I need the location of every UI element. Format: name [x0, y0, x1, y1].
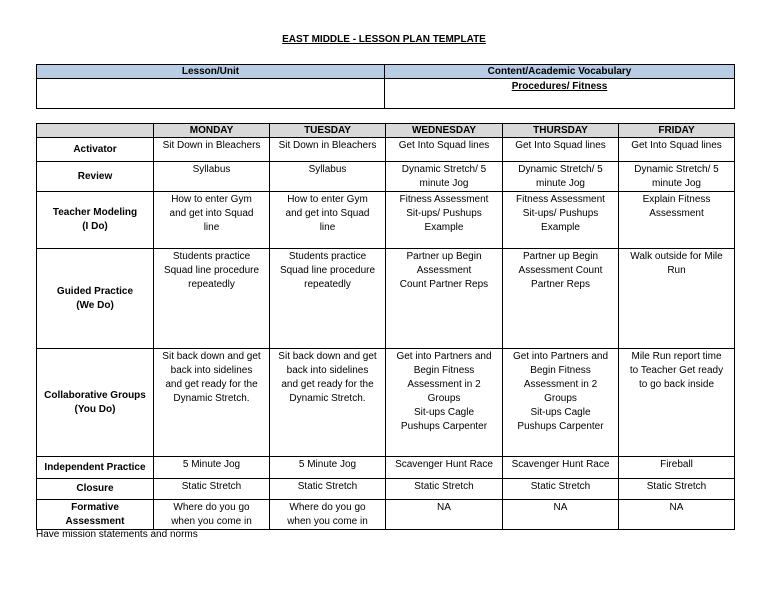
- plan-cell: NA: [619, 500, 735, 530]
- plan-cell: Get into Partners and Begin Fitness Assessment in 2 Groups Sit-ups Cagle Pushups Carpenter: [386, 349, 503, 457]
- plan-cell: Static Stretch: [154, 479, 270, 500]
- day-header-monday: MONDAY: [154, 124, 270, 138]
- plan-cell: Sit Down in Bleachers: [270, 138, 386, 162]
- row-independent-practice: [37, 457, 735, 479]
- plan-cell: Sit Down in Bleachers: [154, 138, 270, 162]
- plan-cell: NA: [503, 500, 619, 530]
- day-header-thursday: THURSDAY: [503, 124, 619, 138]
- plan-cell: Fireball: [619, 457, 735, 479]
- plan-cell: Get Into Squad lines: [386, 138, 503, 162]
- plan-cell: Sit back down and get back into sidelines and get ready for the Dynamic Stretch.: [154, 349, 270, 457]
- day-header-tuesday: TUESDAY: [270, 124, 386, 138]
- row-formative-assessment: [37, 500, 735, 530]
- corner-cell: [37, 124, 154, 138]
- plan-cell: Dynamic Stretch/ 5 minute Jog: [503, 162, 619, 192]
- document-title: EAST MIDDLE - LESSON PLAN TEMPLATE: [282, 34, 486, 45]
- plan-cell: Students practice Squad line procedure repeatedly: [270, 249, 386, 349]
- weekly-plan-table: [36, 123, 735, 530]
- plan-cell: Mile Run report time to Teacher Get ready to go back inside: [619, 349, 735, 457]
- footer-note: Have mission statements and norms: [36, 529, 198, 540]
- vocabulary-cell: [385, 79, 735, 109]
- plan-cell: Dynamic Stretch/ 5 minute Jog: [619, 162, 735, 192]
- plan-cell: Get into Partners and Begin Fitness Assessment in 2 Groups Sit-ups Cagle Pushups Carpenter: [503, 349, 619, 457]
- plan-cell: Scavenger Hunt Race: [503, 457, 619, 479]
- row-label: Teacher Modeling (I Do): [37, 192, 154, 249]
- plan-cell: Get Into Squad lines: [503, 138, 619, 162]
- plan-cell: Static Stretch: [386, 479, 503, 500]
- vocabulary-value: Procedures/ Fitness: [511, 81, 608, 92]
- day-header-friday: FRIDAY: [619, 124, 735, 138]
- row-guided-practice: [37, 249, 735, 349]
- plan-cell: Partner up Begin Assessment Count Partner Reps: [386, 249, 503, 349]
- row-closure: [37, 479, 735, 500]
- vocabulary-header: Content/Academic Vocabulary: [385, 65, 735, 79]
- row-teacher-modeling: [37, 192, 735, 249]
- plan-cell: Static Stretch: [503, 479, 619, 500]
- plan-cell: Static Stretch: [619, 479, 735, 500]
- plan-cell: How to enter Gym and get into Squad line: [154, 192, 270, 249]
- lesson-unit-header: Lesson/Unit: [37, 65, 385, 79]
- row-label: Guided Practice (We Do): [37, 249, 154, 349]
- plan-cell: Walk outside for Mile Run: [619, 249, 735, 349]
- plan-cell: 5 Minute Jog: [154, 457, 270, 479]
- plan-cell: Students practice Squad line procedure repeatedly: [154, 249, 270, 349]
- row-label: Independent Practice: [37, 457, 154, 479]
- plan-cell: Partner up Begin Assessment Count Partner Reps: [503, 249, 619, 349]
- row-label: Closure: [37, 479, 154, 500]
- plan-cell: Sit back down and get back into sidelines and get ready for the Dynamic Stretch.: [270, 349, 386, 457]
- plan-cell: NA: [386, 500, 503, 530]
- plan-cell: 5 Minute Jog: [270, 457, 386, 479]
- plan-cell: Dynamic Stretch/ 5 minute Jog: [386, 162, 503, 192]
- plan-cell: Syllabus: [270, 162, 386, 192]
- plan-cell: Explain Fitness Assessment: [619, 192, 735, 249]
- row-label: Collaborative Groups (You Do): [37, 349, 154, 457]
- plan-cell: Get Into Squad lines: [619, 138, 735, 162]
- plan-cell: Syllabus: [154, 162, 270, 192]
- plan-cell: Static Stretch: [270, 479, 386, 500]
- plan-cell: Scavenger Hunt Race: [386, 457, 503, 479]
- plan-cell: Fitness Assessment Sit-ups/ Pushups Example: [386, 192, 503, 249]
- plan-cell: Where do you go when you come in: [270, 500, 386, 530]
- plan-cell: Fitness Assessment Sit-ups/ Pushups Example: [503, 192, 619, 249]
- day-header-row: [37, 124, 735, 138]
- row-label: Formative Assessment: [37, 500, 154, 530]
- plan-cell: Where do you go when you come in: [154, 500, 270, 530]
- day-header-wednesday: WEDNESDAY: [386, 124, 503, 138]
- lesson-unit-table: [36, 64, 735, 109]
- row-activator: [37, 138, 735, 162]
- row-label: Review: [37, 162, 154, 192]
- row-collaborative-groups: [37, 349, 735, 457]
- row-review: [37, 162, 735, 192]
- plan-cell: How to enter Gym and get into Squad line: [270, 192, 386, 249]
- lesson-unit-cell: [37, 79, 385, 109]
- row-label: Activator: [37, 138, 154, 162]
